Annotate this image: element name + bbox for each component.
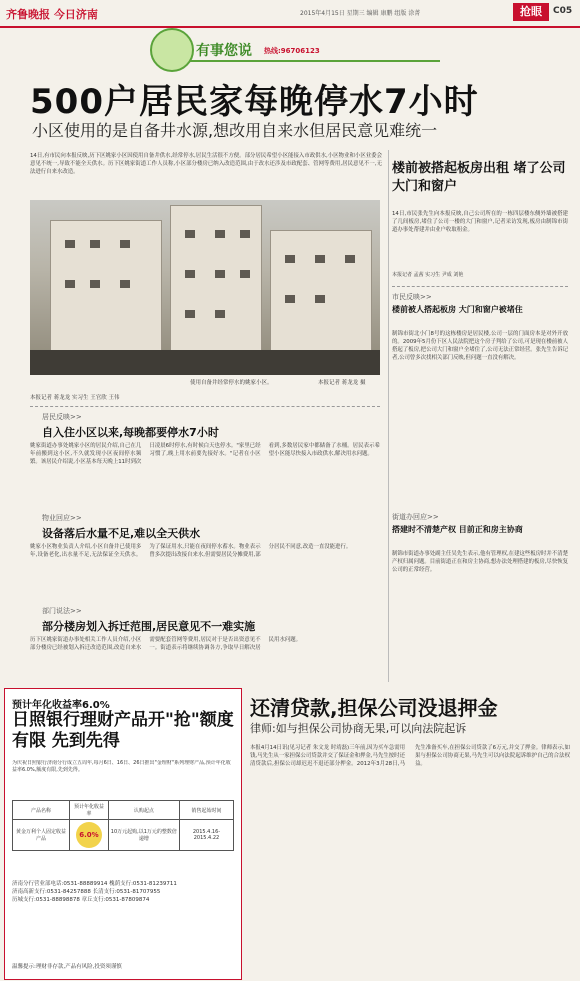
ad-rate-line: 预计年化收益率6.0% — [12, 700, 110, 711]
section-heading: 部分楼房划入拆迁范围,居民意见不一难实施 — [42, 620, 256, 633]
section-label: 部门说法>> — [42, 607, 82, 615]
table-row — [13, 801, 234, 820]
table-header: 销售起始时间 — [179, 801, 233, 820]
ad-text: 为庆祝日照银行济南分行成立五周年,每月6日、16日、26日推出"金理财"系列理财产品,预计年化收益率6.0%,额度有限,先到先得。 — [12, 760, 231, 773]
section-label: 物业回应>> — [42, 514, 82, 522]
rate-badge: 6.0% — [76, 822, 102, 848]
section-label: 街道办回应>> — [392, 513, 439, 521]
table-cell — [70, 820, 109, 851]
table-header: 产品名称 — [13, 801, 70, 820]
table-cell: 10万元起购,以1万元的整数倍递增 — [108, 820, 179, 851]
divider — [30, 406, 380, 407]
list-item: 济南高新支行:0531-84257888 长清支行:0531-81707955 — [12, 889, 161, 895]
sub-text: 制锦市街道办事处副主任吴先生表示,他有管理权,在建这些板房时并不清楚产权归属问题。目前街道正在和房主协商,想办法处理搭建的板房,尽快恢复公司的正常经营。 — [392, 551, 568, 573]
page-number: C05 — [553, 6, 573, 16]
story1-lead: 14日,市民张先生向本报反映,自己公司所在的一栋四层楼东侧外墙被搭建了几间板房,堵住了公司一楼的大门和窗户,记者采访发现,板房由制锦市街道办事处帮建并由业户收取租金。 — [392, 211, 568, 233]
story2-headline: 还清贷款,担保公司没退押金 — [250, 696, 498, 720]
sub-heading: 楼前被人搭起板房 大门和窗户被堵住 — [392, 305, 523, 314]
main-subhead: 小区使用的是自备井水源,想改用自来水但居民意见难统一 — [32, 121, 438, 140]
newspaper-brand: 齐鲁晚报 今日济南 — [6, 8, 98, 21]
table-cell: 黄金万利个人固定收益产品 — [13, 820, 70, 851]
issue-date: 2015年4月15日 星期三 编辑 康鹏 组版 涂菁 — [300, 10, 421, 17]
story1-headline: 楼前被搭起板房出租 堵了公司大门和窗户 — [392, 161, 566, 194]
main-headline: 500户居民家每晚停水7小时 — [30, 82, 479, 122]
photo-caption: 使用自备井经常停水的姚家小区。 — [190, 380, 273, 386]
table-header: 认购起点 — [108, 801, 179, 820]
photo-credit: 本报记者 蒋龙龙 摄 — [318, 380, 366, 386]
column-rule — [388, 150, 389, 682]
story2-subhead: 律师:如与担保公司协商无果,可以向法院起诉 — [250, 722, 467, 735]
hotline: 热线:96706123 — [264, 47, 320, 55]
sub-text: 制锦市街北小门8号的这栋楼房是居民楼,公司一层的门面房本是对外开放的。2009年5月份下区人民法院把这个房子判给了公司,可是现在楼前被人搭起了板房,把公司大门和窗户全堵住了,公司无法正常经营。张先生告诉记者,公司曾多次找相关部门反映,但问题一直没有解决。 — [392, 331, 568, 361]
sub-heading: 搭建时不清楚产权 目前正和房主协商 — [392, 525, 523, 534]
section-label: 居民反映>> — [42, 413, 82, 421]
lead-paragraph: 14日,有市民向本报反映,历下区姚家小区因使用自备井供水,经常停水,居民生活很不方便。部分居民希望小区能接入市政供水,小区物业和小区业委会意见不统一,导致不能全天供水。历下区姚家街道工作人员称,小区部分楼房已纳入改造范围,由于改水还涉及市政配套、管网等费用,居民意见不一,无法进行自来水改造。 — [30, 153, 382, 175]
ad-title: 日照银行理财产品开"抢"额度有限 先到先得 — [12, 710, 234, 751]
section-heading: 自入住小区以来,每晚都要停水7小时 — [42, 426, 219, 439]
table-cell: 2015.4.16-2015.4.22 — [179, 820, 233, 851]
section-tag-badge: 抢眼 — [513, 3, 549, 21]
story1-byline: 本报记者 孟茜 实习生 尹成 刘艳 — [392, 272, 464, 278]
table-header: 预计年化收益率 — [70, 801, 109, 820]
list-item: 历城支行:0531-88898878 章丘支行:0531-87809874 — [12, 897, 150, 903]
main-byline: 本报记者 蒋龙龙 实习生 王官欣 王伟 — [30, 395, 120, 401]
section-text: 姚家小区物业负责人介绍,小区自备井已使用多年,设备老化,出水量不足,无法保证全天供水。为了保证用水,只能在夜间停水蓄水。物业表示曾多次提出改接自来水,但需要居民分摊费用,部分居民不同意,改造一直没能进行。 — [30, 544, 352, 558]
section-text: 历下区姚家街道办事处相关工作人员介绍,小区部分楼房已经被划入拆迁改造范围,改造自来水需要配套管网等费用,居民对于是否出资意见不一。街道表示将继续协调各方,争取早日解决居民用水问题。 — [30, 637, 302, 651]
section-label: 市民反映>> — [392, 293, 432, 301]
divider — [392, 286, 568, 287]
column-title: 有事您说 — [196, 43, 252, 59]
section-heading: 设备落后水量不足,难以全天供水 — [42, 527, 201, 540]
ad-product-table — [12, 800, 234, 851]
banner-rule — [190, 60, 440, 62]
building-photo — [30, 200, 380, 375]
table-row — [13, 820, 234, 851]
story2-text: 本报4月14日讯(见习记者 朱文龙 时靖磊)三年前,因为买车急需用钱,马先生从一家担保公司贷款并交了保证金和押金,马先生按时还清贷款后,担保公司却迟迟不退还部分押金。2012年3月28日,马先生准备买车,在担保公司贷款了6万元,并交了押金。律师表示,如果与担保公司协商无果,马先生可以向法院起诉维护自己的合法权益。 — [250, 745, 570, 767]
branch-list — [12, 880, 234, 904]
section-text: 姚家街道办事处姚家小区的居民介绍,自己在几年前搬到这小区,不久就发现小区夜间停水频繁。该居民介绍说,小区基本每天晚上11时到次日凌晨6时停水,有时候白天也停水。"家里已经习惯了,晚上用水前要先接好水。"记者在小区看到,多数居民家中都储备了水桶。居民表示希望小区能尽快接入市政供水,解决用水问题。 — [30, 443, 380, 465]
ad-footer: 温馨提示:理财非存款,产品有风险,投资须谨慎 — [12, 964, 122, 970]
mascot-icon — [150, 28, 194, 72]
list-item: 济南分行营业部电话:0531-88889914 槐荫支行:0531-81239711 — [12, 881, 177, 887]
